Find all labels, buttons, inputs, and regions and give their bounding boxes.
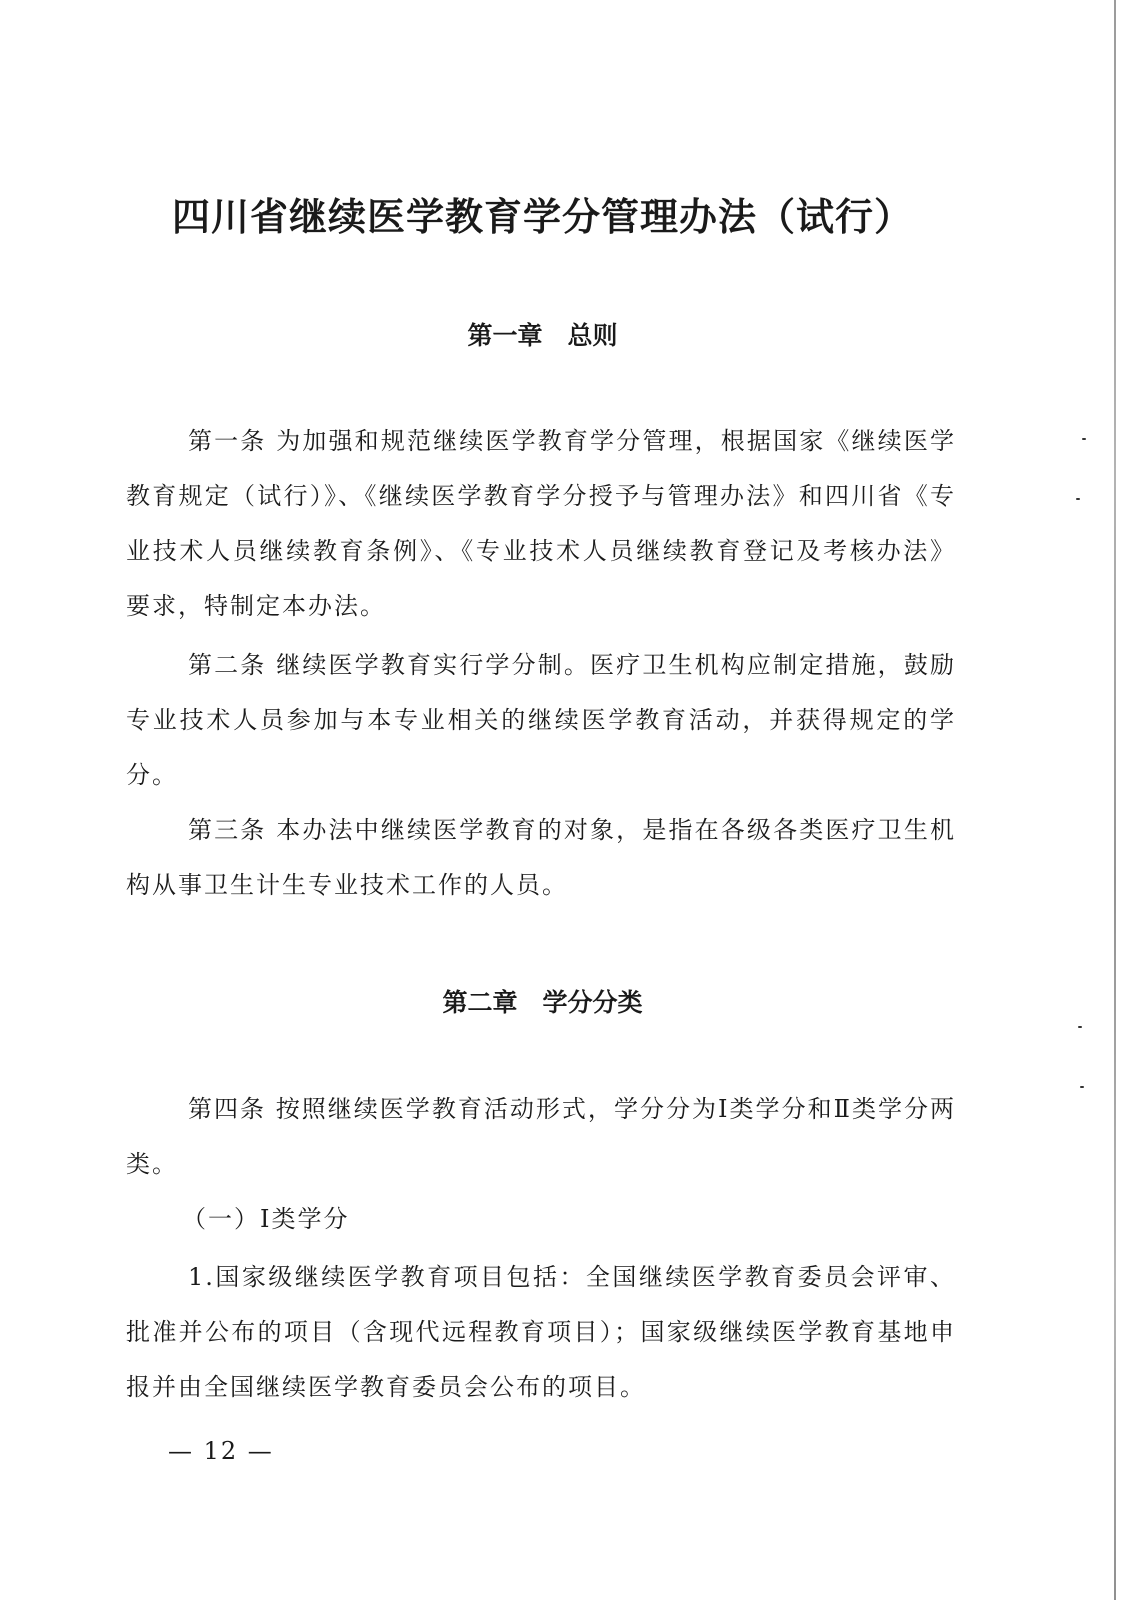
scan-speck xyxy=(1082,438,1086,440)
scan-edge-line xyxy=(1114,0,1116,1600)
article-paragraph: 第四条 按照继续医学教育活动形式，学分分为Ⅰ类学分和Ⅱ类学分两类。 xyxy=(126,1095,956,1178)
article-paragraph: 第三条 本办法中继续医学教育的对象，是指在各级各类医疗卫生机构从事卫生计生专业技术工作的人员。 xyxy=(126,816,956,899)
scan-speck xyxy=(1078,1026,1082,1028)
list-item: 1.国家级继续医学教育项目包括：全国继续医学教育委员会评审、批准并公布的项目（含现代远程教育项目）；国家级继续医学教育基地申报并由全国继续医学教育委员会公布的项目。 xyxy=(126,1263,956,1401)
page-number: — 12 — xyxy=(168,1437,274,1465)
scan-speck xyxy=(1076,498,1080,500)
document-title: 四川省继续医学教育学分管理办法（试行） xyxy=(171,195,913,239)
article-paragraph: 第二条 继续医学教育实行学分制。医疗卫生机构应制定措施，鼓励专业技术人员参加与本专业相关的继续医学教育活动，并获得规定的学分。 xyxy=(126,651,956,789)
article-paragraph: 第一条 为加强和规范继续医学教育学分管理，根据国家《继续医学教育规定（试行）》、《继续医学教育学分授予与管理办法》和四川省《专业技术人员继续教育条例》、《专业技术人员继续教育登记及考核办法》要求，特制定本办法。 xyxy=(126,427,956,620)
chapter-heading: 第二章 学分分类 xyxy=(442,988,643,1017)
scan-speck xyxy=(1080,1086,1084,1088)
chapter-heading: 第一章 总则 xyxy=(467,321,618,350)
section-subheading: （一）Ⅰ类学分 xyxy=(182,1205,350,1233)
